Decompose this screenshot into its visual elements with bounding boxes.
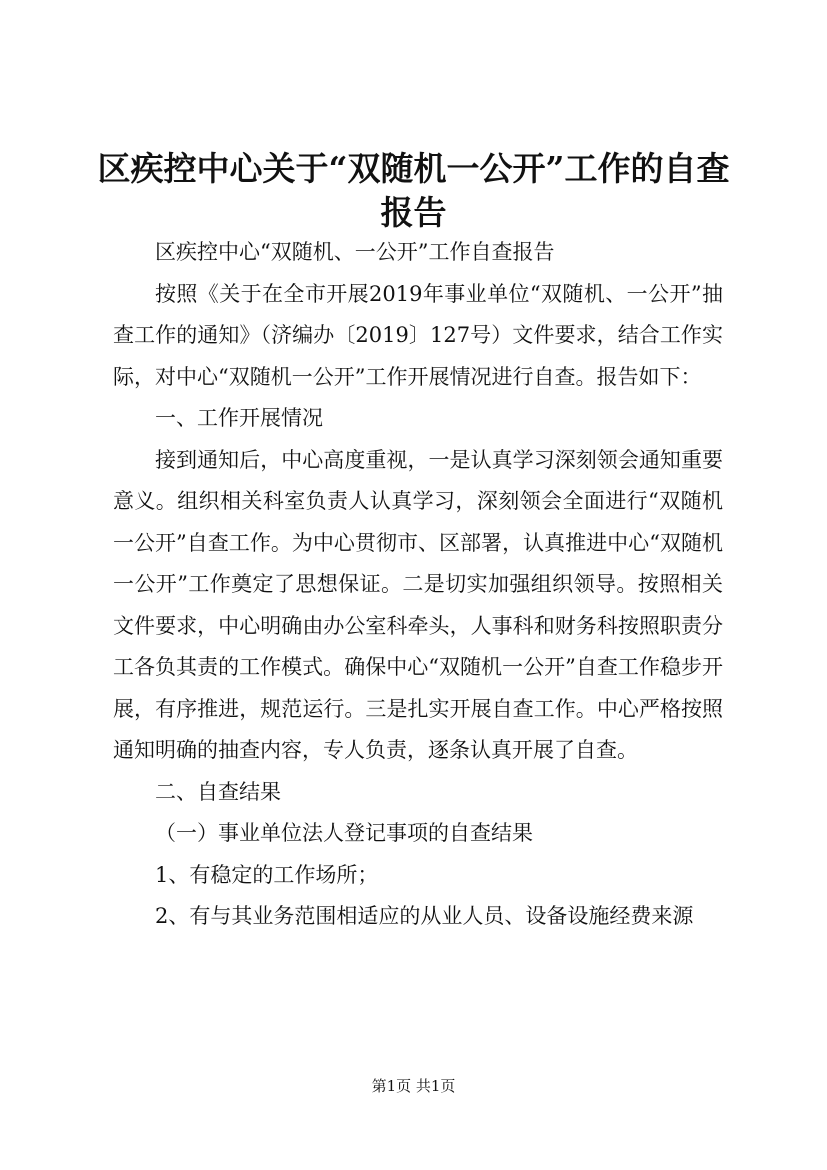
document-body xyxy=(113,232,723,938)
list-item-2: 2、有与其业务范围相适应的从业人员、设备设施经费来源 xyxy=(155,904,694,928)
document-title-line-1: 区疾控中心关于“双随机一公开”工作的自查 xyxy=(97,149,730,188)
section-1-paragraph: 接到通知后，中心高度重视，一是认真学习深刻领会通知重要意义。组织相关科室负责人认真学习，深刻领会全面进行“双随机一公开”自查工作。为中心贯彻市、区部署，认真推进中心“双随机一公开”工作奠定了思想保证。二是切实加强组织领导。按照相关文件要求，中心明确由办公室科牵头，人事科和财务科按照职责分工各负其责的工作模式。确保中心“双随机一公开”自查工作稳步开展，有序推进，规范运行。三是扎实开展自查工作。中心严格按照通知明确的抽查内容，专人负责，逐条认真开展了自查。 xyxy=(113,447,723,762)
subsection-heading-1: （一）事业单位法人登记事项的自查结果 xyxy=(155,821,533,845)
page-footer: 第1页 共1页 xyxy=(371,1077,456,1095)
section-heading-1: 一、工作开展情况 xyxy=(155,406,323,430)
subtitle-paragraph: 区疾控中心“双随机、一公开”工作自查报告 xyxy=(155,240,555,264)
section-heading-2: 二、自查结果 xyxy=(155,779,281,804)
document-title-line-2: 报告 xyxy=(380,193,447,232)
intro-paragraph: 按照《关于在全市开展2019年事业单位“双随机、一公开”抽查工作的通知》（济编办〔2019〕127号）文件要求，结合工作实际，对中心“双随机一公开”工作开展情况进行自查。报告如下： xyxy=(113,281,723,389)
list-item-1: 1、有稳定的工作场所； xyxy=(155,862,379,887)
